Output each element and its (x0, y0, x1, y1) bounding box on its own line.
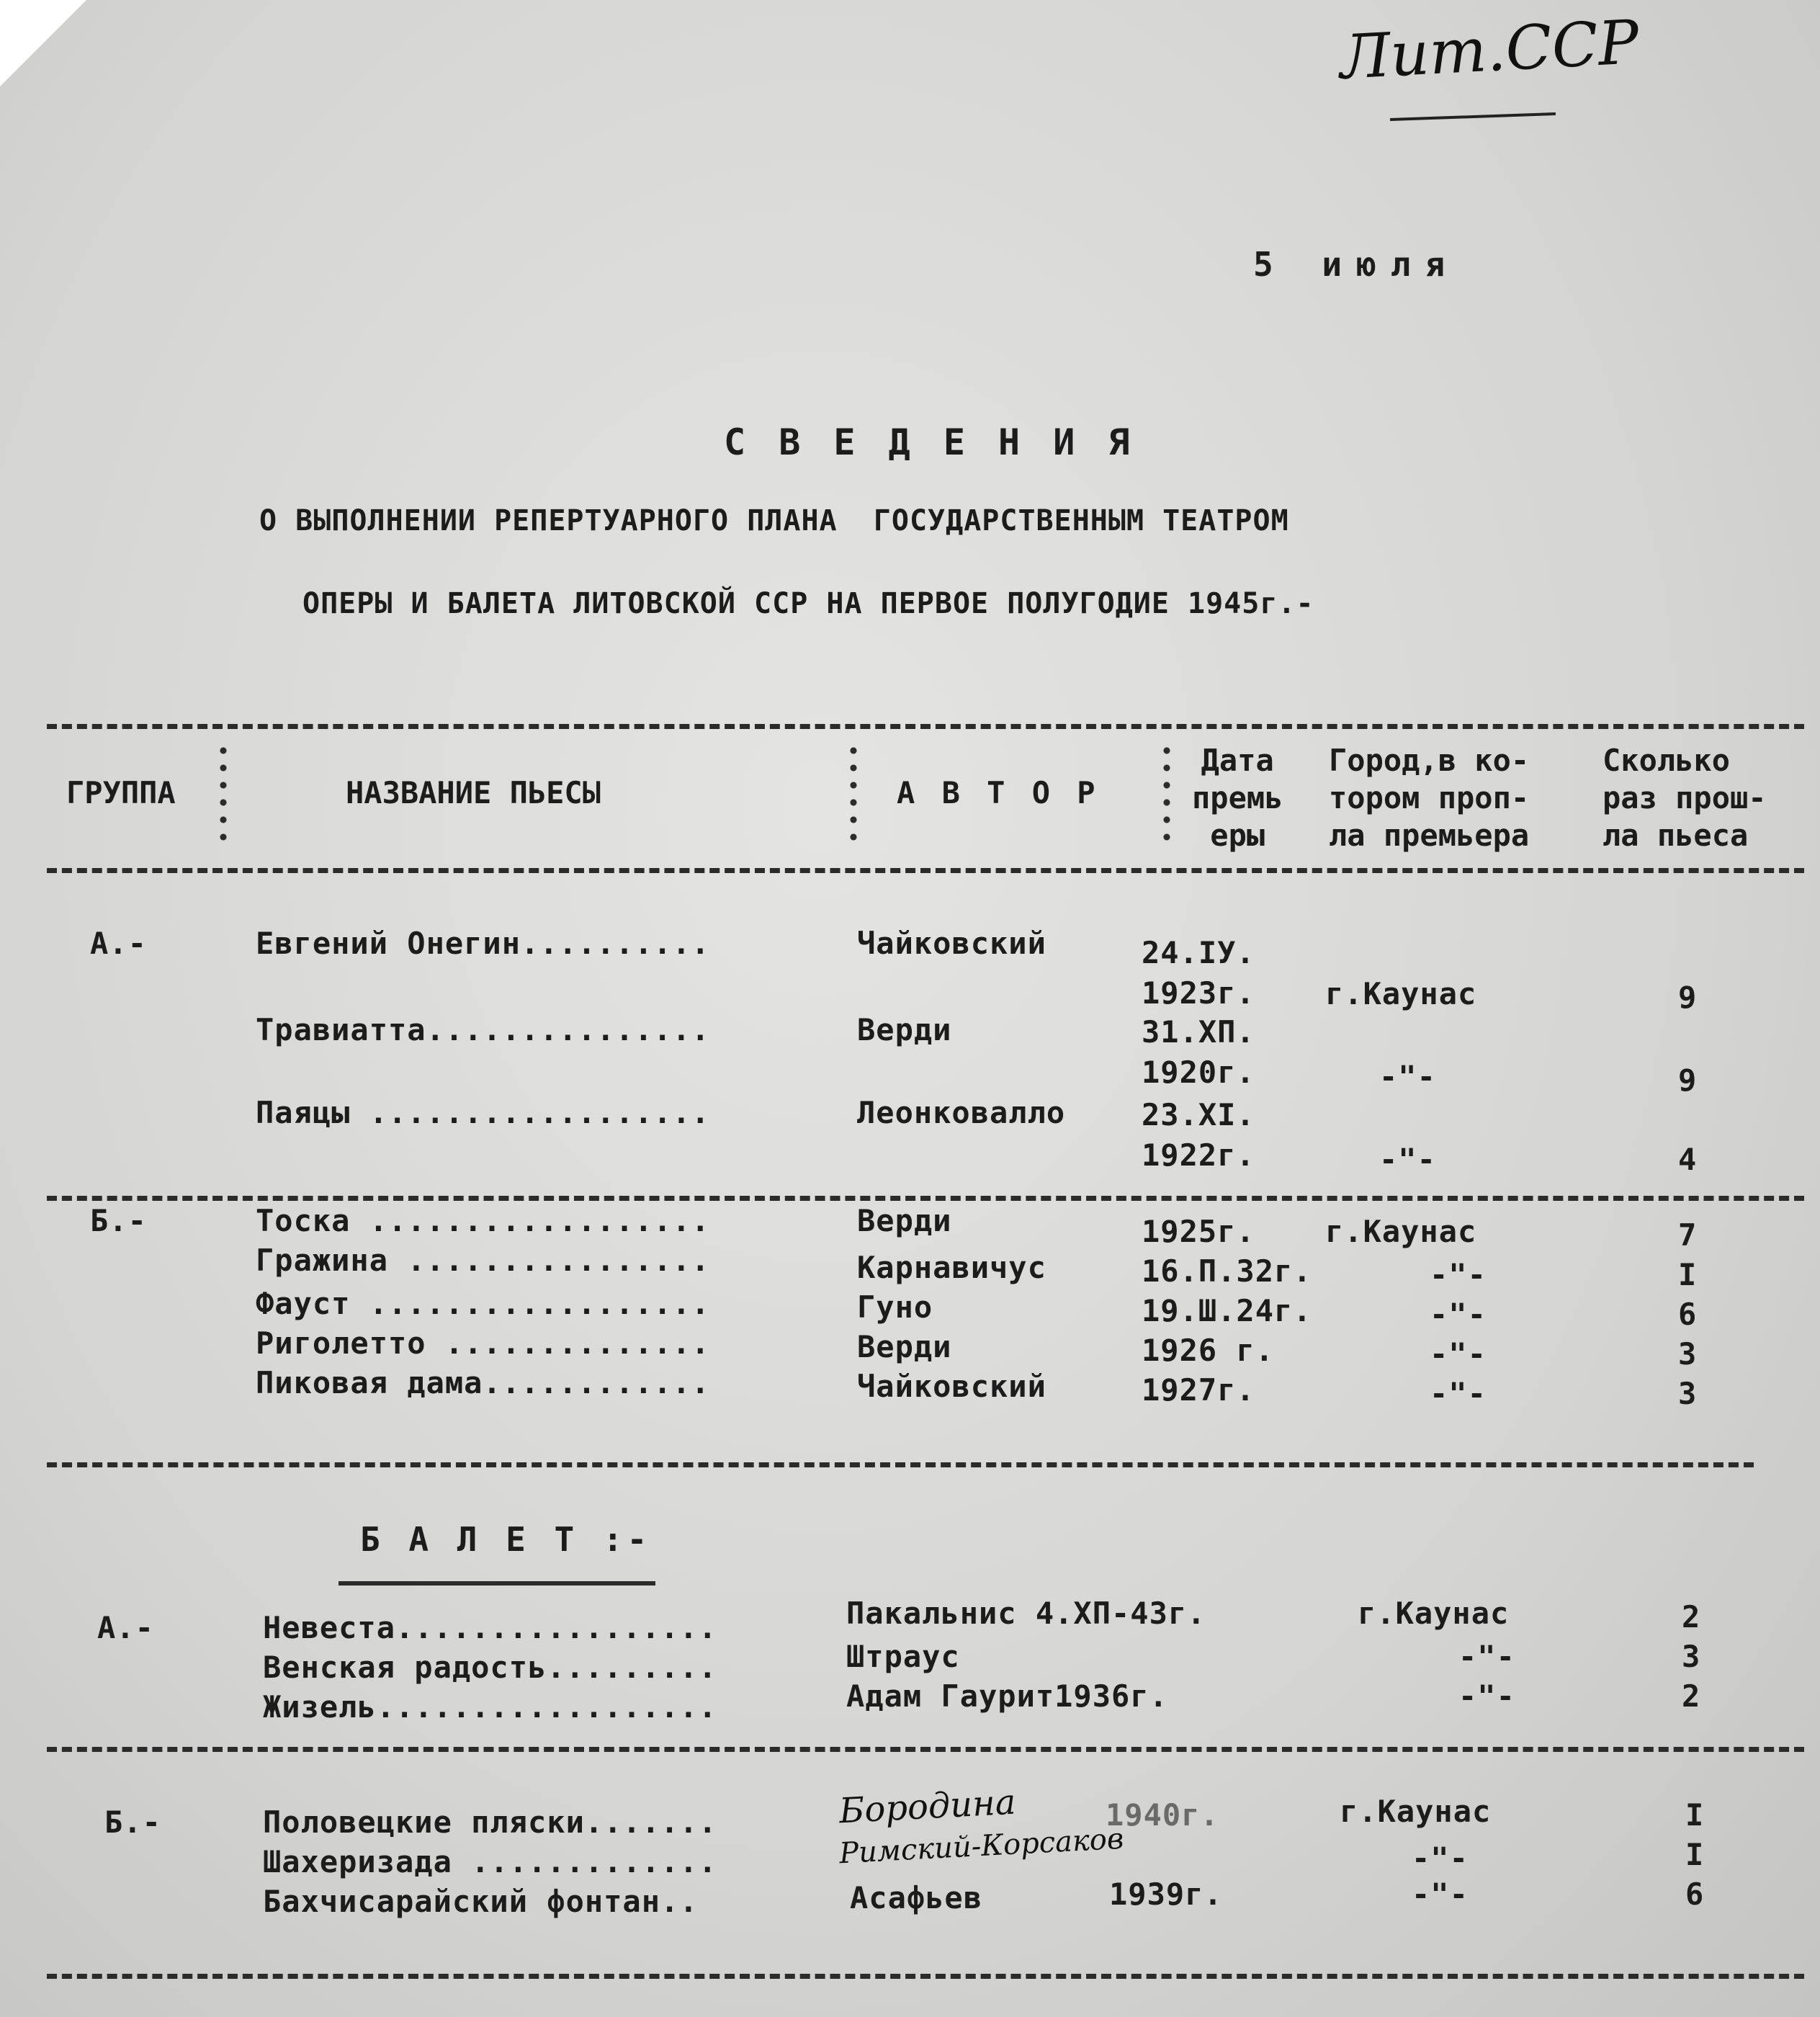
ballet-a-row-3-city: -"- (1458, 1678, 1515, 1714)
ballet-a-row-3-title: Жизель.................. (263, 1689, 717, 1725)
opera-a-row-2-author: Верди (857, 1012, 952, 1047)
column-separator (220, 742, 227, 843)
opera-b-row-5-date: 1927г. (1142, 1372, 1255, 1408)
document-subtitle-line2: ОПЕРЫ И БАЛЕТА ЛИТОВСКОЙ ССР НА ПЕРВОЕ ПОЛУГОДИЕ 1945г.- (302, 587, 1314, 620)
ballet-heading-underline (339, 1581, 655, 1586)
opera-a-row-1-date: 24.IУ. 1923г. (1142, 935, 1255, 1011)
opera-b-row-3-author: Гуно (857, 1289, 933, 1325)
header-count: Сколько раз прош- ла пьеса (1602, 743, 1767, 853)
opera-a-row-1-author: Чайковский (857, 926, 1046, 961)
opera-b-row-3-count: 6 (1678, 1297, 1698, 1332)
opera-b-row-2-count: I (1678, 1257, 1698, 1292)
ballet-b-row-3-author: Асафьев (850, 1880, 983, 1915)
opera-a-row-3-date: 23.XI. 1922г. (1142, 1097, 1255, 1173)
ballet-b-row-1-date: 1940г. (1106, 1797, 1219, 1833)
note-underline (1390, 112, 1556, 121)
ballet-a-row-2-city: -"- (1458, 1639, 1515, 1674)
ballet-a-row-2-title: Венская радость......... (263, 1650, 717, 1685)
ballet-a-row-3-count: 2 (1682, 1678, 1701, 1714)
ballet-b-row-2-city: -"- (1412, 1841, 1469, 1876)
header-group: ГРУППА (66, 775, 176, 810)
opera-b-row-2-author: Карнавичус (857, 1250, 1046, 1285)
rule-ballet-group-separator (47, 1747, 1804, 1752)
ballet-b-row-2-title: Шахеризада ............. (263, 1844, 717, 1879)
opera-a-row-2-city: -"- (1379, 1059, 1436, 1094)
opera-a-row-1-title: Евгений Онегин.......... (256, 926, 710, 961)
rule-document-end (47, 1974, 1804, 1979)
opera-b-row-1-city: г.Каунас (1325, 1214, 1477, 1249)
opera-b-row-4-date: 1926 г. (1142, 1333, 1275, 1368)
opera-a-row-2-count: 9 (1678, 1063, 1698, 1098)
opera-b-row-2-date: 16.П.32г. (1142, 1253, 1312, 1289)
opera-b-row-3-date: 19.Ш.24г. (1142, 1293, 1312, 1328)
ballet-a-row-1-author-date: Пакальнис 4.ХП-43г. (846, 1596, 1206, 1631)
ballet-b-row-3-date: 1939г. (1109, 1877, 1223, 1912)
opera-b-row-4-author: Верди (857, 1329, 952, 1364)
ballet-b-row-1-author-handwritten: Бородина (838, 1781, 1017, 1832)
column-separator (1163, 742, 1170, 843)
ballet-a-row-1-title: Невеста................. (263, 1610, 717, 1645)
rule-opera-group-separator (47, 1196, 1804, 1201)
opera-a-row-1-count: 9 (1678, 980, 1698, 1015)
header-title: НАЗВАНИЕ ПЬЕСЫ (346, 775, 601, 810)
group-label-opera-a: А.- (90, 926, 147, 961)
opera-b-row-4-count: 3 (1678, 1336, 1698, 1372)
ballet-a-row-2-count: 3 (1682, 1639, 1701, 1674)
opera-a-row-3-city: -"- (1379, 1142, 1436, 1177)
folded-corner (0, 0, 86, 86)
opera-b-row-4-title: Риголетто .............. (256, 1325, 710, 1361)
opera-b-row-1-title: Тоска .................. (256, 1203, 710, 1238)
ballet-a-row-1-count: 2 (1682, 1599, 1701, 1634)
ballet-b-row-1-title: Половецкие пляски....... (263, 1804, 717, 1840)
ballet-a-row-3-author-date: Адам Гаурит1936г. (846, 1678, 1168, 1714)
opera-b-row-2-city: -"- (1430, 1257, 1487, 1292)
ballet-b-row-2-author-handwritten: Римский-Корсаков (838, 1822, 1125, 1871)
opera-a-row-2-title: Травиатта............... (256, 1012, 710, 1047)
opera-b-row-5-author: Чайковский (857, 1369, 1046, 1404)
opera-b-row-1-date: 1925г. (1142, 1214, 1255, 1249)
rule-header-bottom (47, 868, 1804, 873)
opera-b-row-2-title: Гражина ................ (256, 1243, 710, 1278)
opera-a-row-2-date: 31.ХП. 1920г. (1142, 1014, 1255, 1090)
header-author: А В Т О Р (897, 775, 1100, 810)
ballet-b-row-3-city: -"- (1412, 1877, 1469, 1912)
ballet-b-row-3-title: Бахчисарайский фонтан.. (263, 1884, 699, 1919)
ballet-b-row-1-city: г.Каунас (1340, 1794, 1492, 1829)
handwritten-note: Лит.ССР (1337, 6, 1641, 93)
ballet-a-row-2-author-date: Штраус (846, 1639, 960, 1674)
opera-b-row-4-city: -"- (1430, 1336, 1487, 1372)
opera-b-row-5-count: 3 (1678, 1376, 1698, 1411)
ballet-heading: Б А Л Е Т :- (360, 1520, 652, 1559)
header-date: Дата премь еры (1192, 743, 1283, 853)
document-subtitle-line1: О ВЫПОЛНЕНИИ РЕПЕРТУАРНОГО ПЛАНА ГОСУДАРСТВЕННЫМ ТЕАТРОМ (259, 504, 1289, 537)
opera-b-row-3-title: Фауст .................. (256, 1286, 710, 1321)
ballet-b-row-2-count: I (1685, 1837, 1705, 1872)
group-label-ballet-a: А.- (97, 1610, 154, 1645)
ballet-b-row-1-count: I (1685, 1797, 1705, 1833)
opera-a-row-3-author: Леонковалло (857, 1095, 1066, 1130)
header-city: Город,в ко- тором проп- ла премьера (1329, 743, 1530, 853)
group-label-opera-b: Б.- (90, 1203, 147, 1238)
opera-b-row-1-count: 7 (1678, 1217, 1698, 1253)
group-label-ballet-b: Б.- (104, 1804, 161, 1840)
opera-b-row-5-city: -"- (1430, 1376, 1487, 1411)
rule-header-top (47, 724, 1804, 729)
document-date: 5 июля (1253, 245, 1460, 284)
ballet-a-row-1-city: г.Каунас (1358, 1596, 1510, 1631)
opera-a-row-1-city: г.Каунас (1325, 976, 1477, 1011)
opera-b-row-5-title: Пиковая дама............ (256, 1365, 710, 1400)
opera-a-row-3-count: 4 (1678, 1142, 1698, 1177)
opera-a-row-3-title: Паяцы .................. (256, 1095, 710, 1130)
opera-b-row-1-author: Верди (857, 1203, 952, 1238)
column-separator (850, 742, 857, 843)
document-title: С В Е Д Е Н И Я (724, 421, 1136, 463)
rule-opera-end (47, 1462, 1754, 1467)
ballet-b-row-3-count: 6 (1685, 1877, 1705, 1912)
opera-b-row-3-city: -"- (1430, 1297, 1487, 1332)
